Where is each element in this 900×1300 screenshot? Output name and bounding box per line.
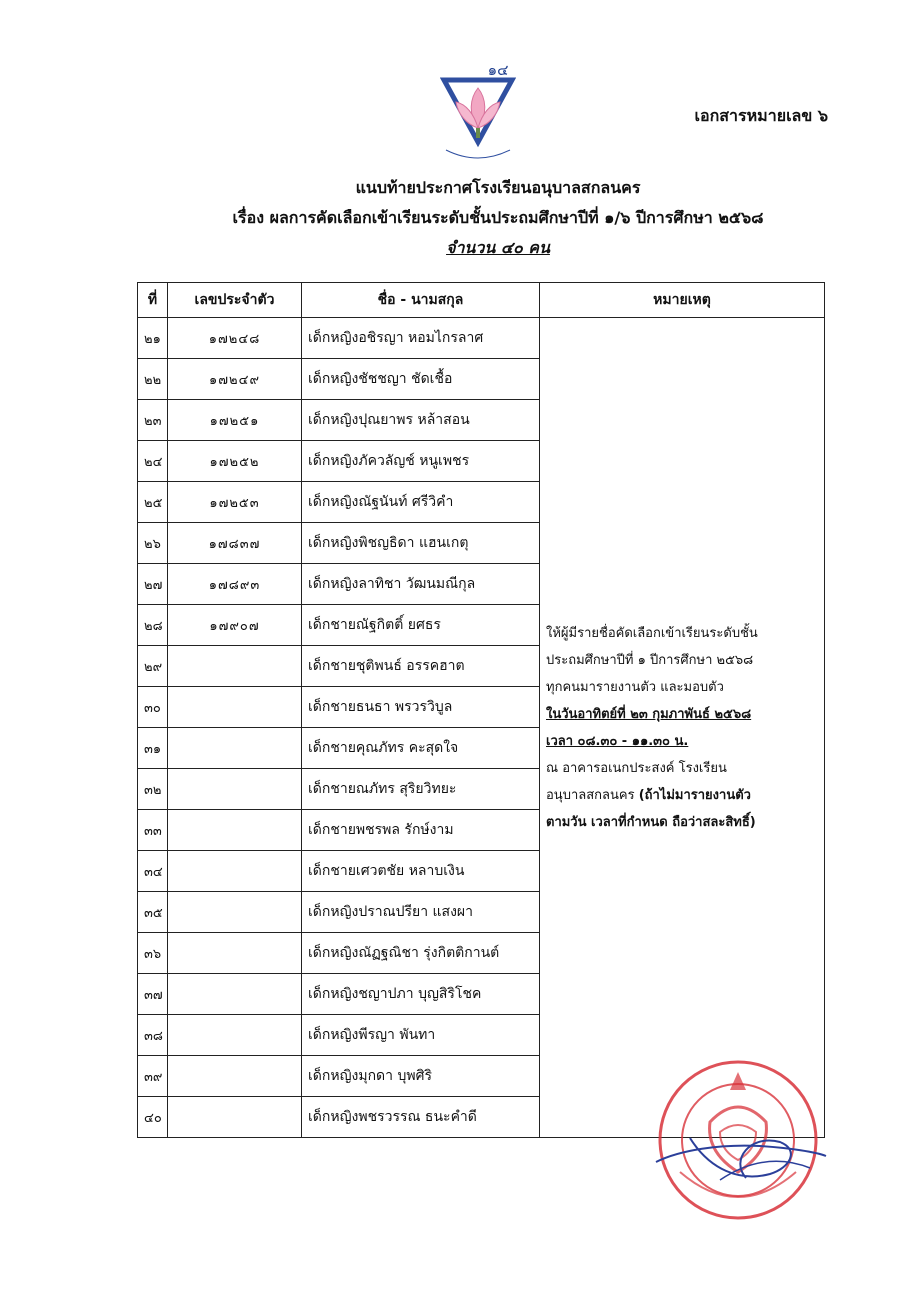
student-name: เด็กชายณัฐกิตติ์ ยศธร	[302, 605, 540, 646]
announcement-subject: เรื่อง ผลการคัดเลือกเข้าเรียนระดับชั้นประถมศึกษาปีที่ ๑/๖ ปีการศึกษา ๒๕๖๘	[232, 208, 764, 227]
row-number: ๒๗	[138, 564, 168, 605]
announcement-title: แนบท้ายประกาศโรงเรียนอนุบาลสกลนคร	[355, 178, 641, 197]
student-id	[168, 810, 302, 851]
row-number: ๓๘	[138, 1015, 168, 1056]
row-number: ๓๒	[138, 769, 168, 810]
student-name: เด็กหญิงชญาปภา บุญสิริโชค	[302, 974, 540, 1015]
row-number: ๒๘	[138, 605, 168, 646]
student-name: เด็กชายเศวตชัย หลาบเงิน	[302, 851, 540, 892]
student-id: ๑๗๘๙๓	[168, 564, 302, 605]
student-name: เด็กชายชุติพนธ์ อรรคฮาต	[302, 646, 540, 687]
student-name: เด็กหญิงพิชญธิดา แฮนเกตุ	[302, 523, 540, 564]
student-id: ๑๗๒๔๙	[168, 359, 302, 400]
student-name: เด็กชายพชรพล รักษ์งาม	[302, 810, 540, 851]
student-id: ๑๗๒๕๑	[168, 400, 302, 441]
row-number: ๒๓	[138, 400, 168, 441]
student-id	[168, 851, 302, 892]
student-id	[168, 892, 302, 933]
remark-line7	[546, 782, 818, 809]
student-name: เด็กหญิงปุณยาพร หล้าสอน	[302, 400, 540, 441]
student-name: เด็กหญิงมุกดา บุพศิริ	[302, 1056, 540, 1097]
student-name: เด็กชายณภัทร สุริยวิทยะ	[302, 769, 540, 810]
table-row	[138, 318, 825, 359]
row-number: ๓๑	[138, 728, 168, 769]
student-id	[168, 974, 302, 1015]
row-number: ๒๔	[138, 441, 168, 482]
column-header-id: เลขประจำตัว	[168, 283, 302, 318]
remark-line6: ณ อาคารอเนกประสงค์ โรงเรียน	[546, 760, 727, 776]
remarks-cell	[540, 318, 825, 1138]
results-table	[137, 282, 825, 1138]
student-id: ๑๗๘๓๗	[168, 523, 302, 564]
student-id	[168, 687, 302, 728]
row-number: ๓๗	[138, 974, 168, 1015]
row-number: ๔๐	[138, 1097, 168, 1138]
student-id	[168, 769, 302, 810]
student-name: เด็กชายคุณภัทร คะสุดใจ	[302, 728, 540, 769]
student-name: เด็กหญิงณัฏฐณิชา รุ่งกิตติกานต์	[302, 933, 540, 974]
student-id: ๑๗๒๕๒	[168, 441, 302, 482]
remark-line2: ประถมศึกษาปีที่ ๑ ปีการศึกษา ๒๕๖๘	[546, 652, 754, 668]
row-number: ๒๕	[138, 482, 168, 523]
row-number: ๓๖	[138, 933, 168, 974]
row-number: ๒๒	[138, 359, 168, 400]
student-name: เด็กหญิงลาทิชา วัฒนมณีกุล	[302, 564, 540, 605]
handwritten-signature-icon	[650, 1120, 830, 1200]
student-id: ๑๗๙๐๗	[168, 605, 302, 646]
column-header-no: ที่	[138, 283, 168, 318]
student-id: ๑๗๒๕๓	[168, 482, 302, 523]
document-number: เอกสารหมายเลข ๖	[694, 106, 828, 125]
student-id	[168, 1097, 302, 1138]
row-number: ๒๑	[138, 318, 168, 359]
student-name: เด็กหญิงอชิรญา หอมไกรลาศ	[302, 318, 540, 359]
student-name: เด็กหญิงณัฐนันท์ ศรีวิคำ	[302, 482, 540, 523]
row-number: ๓๙	[138, 1056, 168, 1097]
student-id: ๑๗๒๔๘	[168, 318, 302, 359]
student-name: เด็กหญิงปราณปรียา แสงผา	[302, 892, 540, 933]
row-number: ๒๖	[138, 523, 168, 564]
remark-line3: ทุกคนมารายงานตัว และมอบตัว	[546, 679, 724, 695]
remark-line4: ในวันอาทิตย์ที่ ๒๓ กุมภาพันธ์ ๒๕๖๘	[546, 706, 752, 722]
student-id	[168, 728, 302, 769]
student-id	[168, 933, 302, 974]
student-name: เด็กหญิงพชรวรรณ ธนะคำดี	[302, 1097, 540, 1138]
student-id	[168, 646, 302, 687]
row-number: ๓๔	[138, 851, 168, 892]
row-number: ๓๐	[138, 687, 168, 728]
remark-line5: เวลา ๐๘.๓๐ - ๑๑.๓๐ น.	[546, 733, 689, 749]
student-id	[168, 1015, 302, 1056]
student-name: เด็กหญิงพีรญา พันทา	[302, 1015, 540, 1056]
column-header-name: ชื่อ - นามสกุล	[302, 283, 540, 318]
row-number: ๓๓	[138, 810, 168, 851]
remark-line7-warning: (ถ้าไม่มารายงานตัว	[638, 787, 751, 803]
student-name: เด็กหญิงภัควลัญช์ หนูเพชร	[302, 441, 540, 482]
student-name: เด็กหญิงชัชชญา ชัดเชื้อ	[302, 359, 540, 400]
column-header-note: หมายเหตุ	[540, 283, 825, 318]
student-count: จำนวน ๔๐ คน	[446, 238, 550, 257]
row-number: ๒๙	[138, 646, 168, 687]
remark-line7-school: อนุบาลสกลนคร	[546, 787, 639, 803]
row-number: ๓๕	[138, 892, 168, 933]
student-name: เด็กชายธนธา พรวรวิบูล	[302, 687, 540, 728]
school-lotus-logo-icon	[440, 74, 516, 164]
remark-line1: ให้ผู้มีรายชื่อคัดเลือกเข้าเรียนระดับชั้น	[546, 625, 758, 641]
table-header-row	[138, 283, 825, 318]
student-id	[168, 1056, 302, 1097]
remark-line8: ตามวัน เวลาที่กำหนด ถือว่าสละสิทธิ์)	[546, 814, 756, 830]
page-number: ๑๔	[487, 61, 509, 79]
